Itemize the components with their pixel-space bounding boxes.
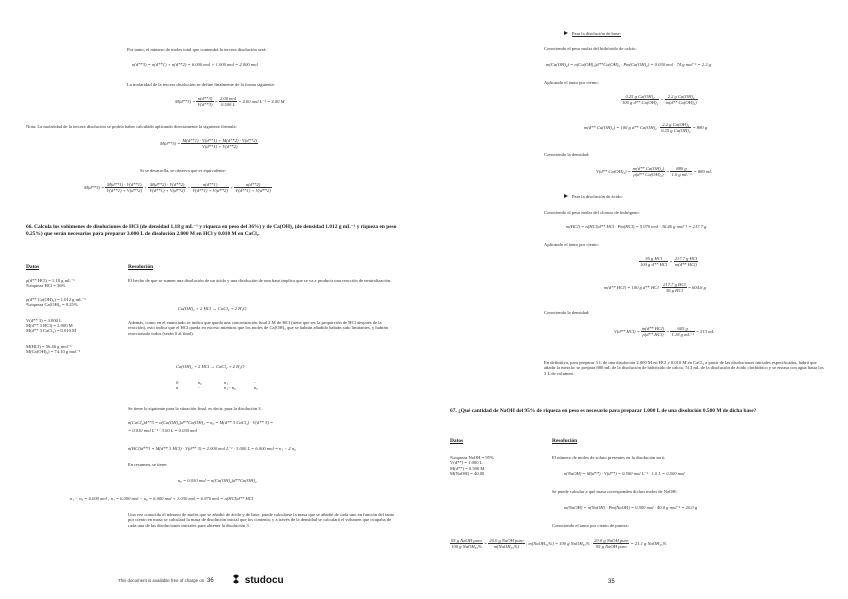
denominator: ρ(d** HCl)	[642, 332, 664, 338]
paragraph: Se tiene lo siguiente para la situación final, es decir, para la disolución 3.	[128, 406, 262, 411]
equation: n(HCl)d**3 = M(d** 3 HCl) · V(d** 3) = 2.000 mol L⁻¹ · 3.000 L = 6.000 mol = n₁ − 2 n₀	[128, 446, 296, 451]
datos-item: M(Ca(OH)₂) = 74.10 g mol⁻¹	[26, 349, 81, 355]
fraction	[181, 138, 258, 150]
paragraph: Aplicando el tanto por ciento:	[544, 80, 599, 85]
equation-part: V(d** Ca(OH)₂) =	[596, 168, 631, 174]
table-cell: n₁	[224, 380, 228, 385]
equation-part: =	[484, 540, 488, 546]
section-heading	[564, 31, 621, 36]
datos-item: M(NaOH) = 40.00	[450, 471, 485, 477]
numerator: 2.00 mol	[219, 96, 237, 101]
fraction	[632, 166, 665, 178]
equation-part: M(d**3) =	[84, 184, 105, 190]
datos-item: %riqueza Ca(OH)₂ = 0.25%	[26, 302, 78, 308]
fraction	[148, 182, 186, 194]
datos-item	[26, 289, 122, 297]
denominator: 95 g NaOH puro	[595, 544, 627, 550]
paragraph: Conociendo el peso molar del hidróxido de calcio:	[544, 46, 637, 51]
paragraph: Conociendo la densidad:	[544, 152, 590, 157]
denominator: m(NaOH₉₅%)	[493, 544, 520, 550]
datos-heading: Datos	[26, 264, 40, 270]
paragraph: Una vez conocido el número de moles que se añadió de ácido y de base, puede calcularse la masa que se añadió de cada uno en función del tanto por ciento en masa se calculará la masa de disolución inicial que los contenía, y a través de la densidad se calculará el volumen que ocupaba de cada una de las disoluciones iniciales para obtener la disolución 3.	[128, 512, 395, 528]
equation: n(CaCl₂)d**3 = n(Ca(OH)₂)d**Ca(OH)₂ = n₀ = M(d** 3 CaCl₂) · V(d** 3) =	[128, 420, 274, 425]
equation-part: M(d**3) =	[175, 98, 196, 104]
equation-part: =	[669, 258, 673, 264]
denominator: V(d**1) + V(d**2)	[149, 188, 185, 194]
denominator: 1.18 g mL⁻¹	[671, 332, 694, 338]
equation-part: +	[144, 184, 148, 190]
equation-part: m(d** HCl) = 100 g d** HCl ·	[604, 284, 661, 290]
equation-part: =	[214, 98, 218, 104]
fraction	[593, 538, 629, 550]
paragraph: El hecho de que se sumen una disolución de un ácido y una disolución de una base implica que se va a producir una reacción de neutralización.	[128, 278, 392, 283]
fraction	[219, 96, 237, 108]
fraction	[660, 122, 691, 134]
equation: n₀ = 0.030 mol = n(Ca(OH)₂)d**Ca(OH)₂	[178, 478, 257, 483]
equation-percentage-acid	[639, 256, 698, 268]
fraction	[674, 256, 699, 268]
denominator: ρ(d** Ca(OH)₂)	[633, 172, 664, 178]
datos-item: M(d**) = 0.500 M	[450, 465, 485, 471]
numerator: n(d**3)	[197, 96, 213, 101]
equation-mass	[584, 122, 707, 134]
fraction	[662, 282, 687, 294]
right-page	[424, 0, 848, 599]
page-number: 35	[608, 579, 615, 585]
datos-item	[26, 334, 122, 344]
resolucion-heading: Resolución	[128, 264, 154, 270]
numerator: 0.25 g Ca(OH)₂	[621, 94, 659, 100]
denominator: V(d**1) + V(d**2)	[235, 188, 271, 194]
denominator: m(d** HCl)	[674, 262, 697, 268]
table-cell: -	[254, 380, 256, 385]
denominator: V(d**1) + V(d**2)	[202, 144, 238, 150]
fraction	[105, 182, 143, 194]
fraction	[665, 94, 698, 106]
equation-part: =	[666, 168, 670, 174]
equation: m(Ca(OH)₂) = n(Ca(OH)₂)d**Ca(OH)₂ · Pm(Ca(OH)₂) = 0.030 mol · 74 g mol⁻¹ = 2.2 g	[546, 62, 711, 67]
equation-part: M(d**3) =	[160, 140, 181, 146]
section-heading	[564, 194, 623, 199]
paragraph: Aplicando el tanto por ciento:	[544, 242, 599, 247]
paragraph: Conociendo la densidad:	[544, 310, 590, 315]
denominator: 100 g d** HCl	[640, 262, 668, 268]
paragraph: El número de moles de soluto presentes en la disolución será:	[552, 455, 666, 460]
datos-item: V(d**) = 1.000 L	[450, 460, 483, 466]
denominator: 1.0 g mL⁻¹	[671, 172, 692, 178]
datos-item: M(HCl) = 36.46 g mol⁻¹	[26, 343, 72, 349]
equation-part: =	[666, 328, 670, 334]
denominator: 100 g d** Ca(OH)₂	[622, 100, 659, 106]
conclusion-paragraph: En definitiva, para preparar 3 L de una disolución 2.000 M en HCl y 0.010 M en CaCl₂ a partir de las disoluciones iniciales especificadas, habrá que añadir la mezcla: se prepara 880 mL de la disolución de hidróxido de calcio, 513 mL de la disolución de ácido clorhídrico y se enrasa con agua hasta los 3 L de volumen.	[544, 360, 824, 376]
datos-item: %riqueza NaOH = 95%	[450, 455, 494, 460]
datos-item: V(d** 3) = 3.000 L	[26, 317, 62, 323]
fraction	[639, 256, 668, 268]
denominator: 100 g NaOH₉₅%	[451, 544, 482, 550]
equation-part: = 4.00 mol L⁻¹ = 4.00 M	[238, 98, 285, 104]
equation-mass-acid	[604, 282, 706, 294]
denominator: V(d**1) + V(d**2)	[192, 188, 228, 194]
equation-part: = 513 mL	[695, 328, 715, 334]
denominator: 0.500 L	[220, 102, 236, 108]
datos-list	[450, 455, 546, 477]
numerator: M(d**1) · V(d**1) + M(d**2) · V(d**2)	[182, 138, 258, 143]
equation: = 0.010 mol L⁻¹ · 3.00 L = 0.030 mol	[128, 428, 198, 433]
numerator: M(d**1) · V(d**1)	[106, 182, 142, 187]
equation-formula	[160, 138, 258, 150]
fraction	[641, 326, 665, 338]
equation-part: = 880 mL	[693, 168, 712, 174]
equation-part: m(d** Ca(OH)₂) = 100 g d** Ca(OH)₂ ·	[584, 124, 659, 130]
resolucion-heading: Resolución	[552, 438, 578, 444]
fraction	[450, 538, 483, 550]
equation-part: =	[660, 96, 664, 102]
question-66: 66. Calcula los volúmenes de disoluciones de HCl (de densidad 1.18 g mL⁻¹ y riqueza en peso del 36%) y de Ca(OH)₂ (de densidad 1.012 g mL⁻¹ y riqueza en peso 0.25%) que serán necesarios para preparar 3.000 L de disolución 2.000 M en HCl y 0.010 M en CaCl₂.	[26, 224, 397, 237]
paragraph: Si se desarrolla, se observa que es equivalente:	[140, 168, 226, 173]
equation-volume	[596, 166, 712, 178]
datos-item: M(d** 3 HCl) = 2.000 M	[26, 323, 73, 329]
table-cell: n₁ - n₀	[224, 385, 236, 391]
denominator: m(d** Ca(OH)₂)	[665, 100, 697, 106]
denominator: 0.25 g Ca(OH)₂	[661, 128, 691, 134]
numerator: n(d**2)	[234, 182, 272, 188]
equation-purity	[450, 538, 667, 550]
fraction	[234, 182, 272, 194]
numerator: 2.2 g Ca(OH)₂	[665, 94, 698, 100]
fraction	[191, 182, 229, 194]
fraction	[196, 96, 213, 108]
equation: n(d**3) = n(d**1) + n(d**2) = 6.000 mol + 1.000 mol = 2.000 mol	[132, 62, 258, 67]
equation-percentage	[621, 94, 698, 106]
table-row	[176, 385, 258, 390]
paragraph: En resumen, se tiene:	[128, 462, 168, 467]
note: Nota: La molaridad de la tercera disolución se podría haber calculado aplicando directamente la siguiente fórmula:	[26, 124, 237, 129]
equation: m(NaOH) = n(NaOH) · Pm(NaOH) = 0.500 mol · 40.0 g mol⁻¹ = 20.0 g	[564, 505, 698, 510]
equation: n₁ − n₀ = 6.000 mol ; n₁ = 6.000 mol − n₀ = 6.000 mol + 1.030 mol = 6.970 mol = n(HCl)d** HCl	[70, 496, 254, 501]
fraction	[488, 538, 524, 550]
datos-item	[26, 308, 122, 318]
table-cell: n₀	[198, 380, 202, 385]
paragraph: Por tanto, el número de moles total que contendrá la tercera disolución será:	[127, 47, 267, 52]
studocu-logo[interactable]	[230, 573, 284, 588]
arrow-bullet-icon	[564, 31, 568, 35]
denominator: V(d**3)	[197, 102, 213, 108]
stoichiometry-table	[176, 380, 258, 391]
numerator: 880 g	[670, 166, 692, 172]
equation: m(HCl) = n(HCl)d** HCl · Pm(HCl) = 5.970 mol · 36.46 g mol⁻¹ = 217.7 g	[566, 224, 707, 229]
table-cell: n	[176, 385, 179, 391]
numerator: 2.2 g Ca(OH)₂	[660, 122, 691, 128]
reaction-equation: Ca(OH)₂ + 2 HCl → CaCl₂ + 2 H₂O	[176, 364, 245, 369]
datos-item: M(d** 3 CaCl₂) = 0.010 M	[26, 328, 77, 334]
paragraph: La molaridad de la tercera disolución se define finalmente de la forma siguiente:	[127, 82, 275, 87]
table-cell: -	[198, 385, 200, 391]
logo-icon	[230, 573, 242, 588]
numerator: 36 g HCl	[639, 256, 668, 262]
heading-label: Para la disolución de ácido:	[572, 194, 623, 199]
datos-item: ρ(d** HCl) = 1.18 g mL⁻¹	[26, 278, 75, 283]
numerator: 217.7 g HCl	[674, 256, 698, 261]
equation-part: =	[187, 184, 191, 190]
numerator: 605 g	[670, 326, 694, 332]
equation-part: ; m(NaOH₉₅%) = 100 g NaOH₉₅% ·	[525, 540, 592, 546]
numerator: 20.0 g NaOH puro	[489, 538, 524, 543]
datos-heading: Datos	[450, 438, 464, 444]
equation-expanded	[84, 182, 272, 194]
equation-part: V(d** HCl) =	[614, 328, 640, 334]
equation: n(NaOH) = M(d**) · V(d**) = 0.500 mol L⁻¹ · 1.0 L = 0.500 mol	[564, 471, 685, 476]
equation-volume-acid	[614, 326, 714, 338]
numerator: 217.7 g HCl	[663, 282, 686, 287]
footer-text: This document is available free of charge on	[118, 578, 205, 583]
paragraph: Se puede calcular a qué masa corresponden dichos moles de NaOH:	[552, 489, 678, 494]
datos-item: ρ(d** Ca(OH)₂) = 1.012 g mL⁻¹	[26, 296, 86, 302]
table-cell: 0	[176, 380, 179, 385]
table-cell: n₀	[254, 385, 258, 391]
paragraph: Conociendo el peso molar del cloruro de hidrógeno:	[544, 210, 640, 215]
arrow-bullet-icon	[564, 194, 568, 198]
denominator: 36 g HCl	[665, 288, 683, 294]
paragraph: Además, como en el enunciado se indica que queda una concentración final 2 M de HCl (tiene que ser la proporción de HCl después de la reacción), esto indica que el HCl queda en exceso mientras que los moles de Ca(OH)₂ que se habrán añadido habrán sido limitantes, y habrán reaccionado todos (serán 0 al final).	[128, 320, 388, 336]
fraction	[670, 166, 692, 178]
numerator: n(d**1)	[191, 182, 229, 188]
datos-item: %riqueza HCl = 36%	[26, 283, 66, 289]
numerator: M(d**2) · V(d**2)	[149, 182, 185, 187]
question-67: 67. ¿Qué cantidad de NaOH del 95% de riqueza en peso es necesario para preparar 1.000 L de una disolución 0.500 M de dicha base?	[450, 408, 757, 414]
fraction	[670, 326, 694, 338]
datos-list	[26, 278, 122, 355]
numerator: 95 g NaOH puro	[451, 538, 482, 543]
reaction-equation: Ca(OH)₂ + 2 HCl → CaCl₂ + 2 H₂O	[178, 306, 247, 311]
numerator: m(d** HCl)	[641, 326, 665, 331]
equation-part: = 21.1 g NaOH₉₅%	[630, 540, 667, 546]
logo-label: studocu	[244, 575, 284, 587]
heading-label: Para la disolución de base:	[572, 31, 621, 36]
page-number: 36	[207, 578, 214, 584]
numerator: m(d** Ca(OH)₂)	[632, 166, 665, 171]
equation-part: = 604.6 g	[687, 284, 706, 290]
fraction	[621, 94, 659, 106]
denominator: V(d**1) + V(d**2)	[106, 188, 142, 194]
equation-part: +	[230, 184, 234, 190]
equation-part: = 880 g	[692, 124, 708, 130]
numerator: 20.0 g NaOH puro	[594, 538, 629, 543]
equation-molarity	[175, 96, 284, 108]
paragraph: Conociendo el tanto por ciento de pureza:	[552, 523, 629, 528]
